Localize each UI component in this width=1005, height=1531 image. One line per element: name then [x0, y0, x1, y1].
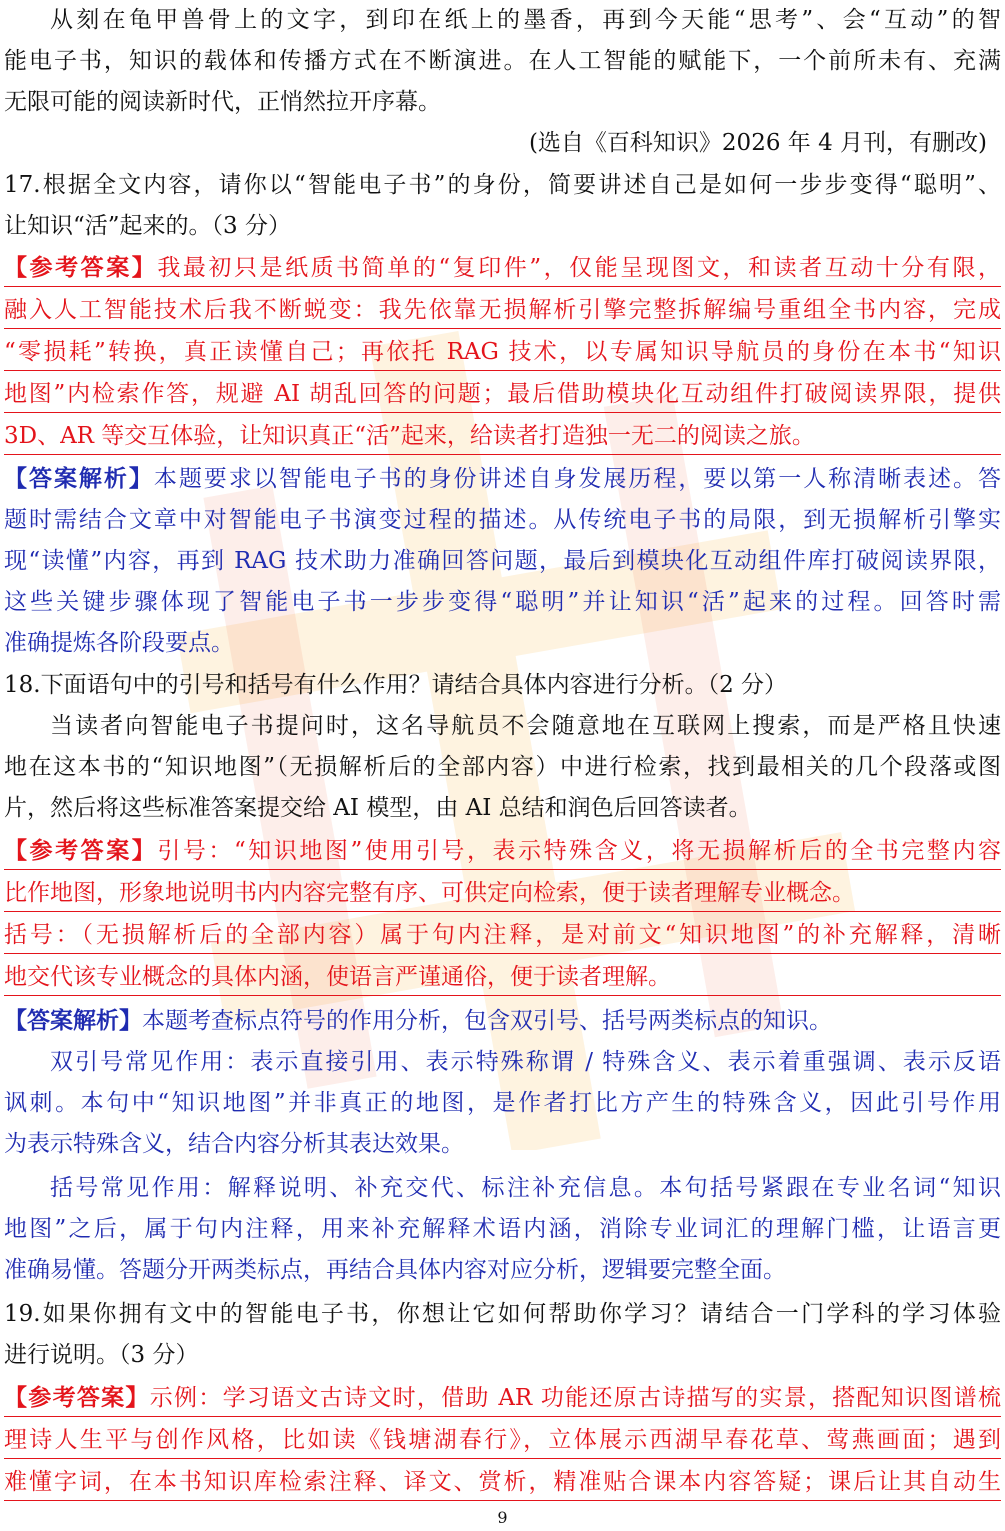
- answer-17-line: 地图”内检索作答，规避 AI 胡乱回答的问题；最后借助模块化互动组件打破阅读界限，提供: [4, 374, 1001, 413]
- answer-18-line: 比作地图，形象地说明书内内容完整有序、可供定向检索，便于读者理解专业概念。: [4, 873, 1001, 912]
- analysis-17-line: 这些关键步骤体现了智能电子书一步步变得“聪明”并让知识“活”起来的过程。回答时需: [4, 589, 1001, 615]
- answer-17-line: [4, 248, 1001, 287]
- answer-19-line: 难懂字词，在本书知识库检索注释、译文、赏析，精准贴合课本内容答疑；课后让其自动生: [4, 1462, 1001, 1501]
- analysis-18-line: 双引号常见作用：表示直接引用、表示特殊称谓 / 特殊含义、表示着重强调、表示反语: [50, 1049, 1001, 1075]
- answer-label: 【参考答案】: [4, 838, 158, 864]
- answer-18-line: 括号：（无损解析后的全部内容）属于句内注释，是对前文“知识地图”的补充解释，清晰: [4, 915, 1001, 954]
- answer-19-line: [4, 1378, 1001, 1417]
- intro-line: 从刻在龟甲兽骨上的文字，到印在纸上的墨香，再到今天能“思考”、会“互动”的智: [50, 7, 1001, 33]
- analysis-label: 【答案解析】: [4, 466, 154, 492]
- analysis-18-line: 为表示特殊含义，结合内容分析其表达效果。: [4, 1131, 464, 1157]
- question-19: 19.如果你拥有文中的智能电子书，你想让它如何帮助你学习？请结合一门学科的学习体验: [4, 1301, 1001, 1327]
- question-17: 让知识“活”起来的。（3 分）: [4, 213, 291, 239]
- question-18: 18.下面语句中的引号和括号有什么作用？请结合具体内容进行分析。（2 分）: [4, 672, 788, 698]
- quote-line: 地在这本书的“知识地图”（无损解析后的全部内容）中进行检索，找到最相关的几个段落或图: [4, 754, 1001, 780]
- answer-18-line: 地交代该专业概念的具体内涵，使语言严谨通俗，便于读者理解。: [4, 957, 1001, 996]
- analysis-18-line: [4, 1001, 1001, 1041]
- quote-line: 当读者向智能电子书提问时，这名导航员不会随意地在互联网上搜索，而是严格且快速: [50, 713, 1001, 739]
- quote-line: 片，然后将这些标准答案提交给 AI 模型，由 AI 总结和润色后回答读者。: [4, 795, 752, 821]
- analysis-17-line: 题时需结合文章中对智能电子书演变过程的描述。从传统电子书的局限，到无损解析引擎实: [4, 507, 1001, 533]
- answer-18-text: 引号：“知识地图”使用引号，表示特殊含义，将无损解析后的全书完整内容: [157, 838, 1001, 864]
- answer-19-text: 示例：学习语文古诗文时，借助 AR 功能还原古诗描写的实景，搭配知识图谱梳: [149, 1385, 1001, 1411]
- intro-line: 无限可能的阅读新时代，正悄然拉开序幕。: [4, 89, 441, 115]
- analysis-18-line: 讽刺。本句中“知识地图”并非真正的地图，是作者打比方产生的特殊含义，因此引号作用: [4, 1090, 1001, 1116]
- source-citation: (选自《百科知识》2026 年 4 月刊，有删改): [528, 130, 987, 156]
- analysis-17-line: [4, 459, 1001, 499]
- analysis-18-line: 地图”之后，属于句内注释，用来补充解释术语内涵，消除专业词汇的理解门槛，让语言更: [4, 1216, 1001, 1242]
- intro-line: 能电子书，知识的载体和传播方式在不断演进。在人工智能的赋能下，一个前所未有、充满: [4, 48, 1001, 74]
- analysis-label: 【答案解析】: [4, 1008, 142, 1034]
- page-number: 9: [497, 1508, 508, 1527]
- analysis-17-text: 本题要求以智能电子书的身份讲述自身发展历程，要以第一人称清晰表述。答: [153, 466, 1001, 492]
- question-19: 进行说明。（3 分）: [4, 1342, 199, 1368]
- analysis-17-line: 现“读懂”内容，再到 RAG 技术助力准确回答问题，最后到模块化互动组件库打破阅读界限，: [4, 548, 1001, 574]
- answer-label: 【参考答案】: [4, 1385, 150, 1411]
- analysis-18-line: 准确易懂。答题分开两类标点，再结合具体内容对应分析，逻辑要完整全面。: [4, 1257, 786, 1283]
- answer-label: 【参考答案】: [4, 255, 158, 281]
- answer-17-line: 融入人工智能技术后我不断蜕变：我先依靠无损解析引擎完整拆解编号重组全书内容，完成: [4, 290, 1001, 329]
- analysis-18-line: 括号常见作用：解释说明、补充交代、标注补充信息。本句括号紧跟在专业名词“知识: [50, 1175, 1001, 1201]
- question-17: 17.根据全文内容，请你以“智能电子书”的身份，简要讲述自己是如何一步步变得“聪明”、: [4, 172, 1001, 198]
- answer-18-line: [4, 831, 1001, 870]
- answer-17-line: 3D、AR 等交互体验，让知识真正“活”起来，给读者打造独一无二的阅读之旅。: [4, 416, 1001, 455]
- answer-17-line: “零损耗”转换，真正读懂自己；再依托 RAG 技术，以专属知识导航员的身份在本书“知识: [4, 332, 1001, 371]
- answer-17-text: 我最初只是纸质书简单的“复印件”，仅能呈现图文，和读者互动十分有限，: [157, 255, 1001, 281]
- analysis-18-text: 本题考查标点符号的作用分析，包含双引号、括号两类标点的知识。: [142, 1008, 832, 1034]
- answer-19-line: 理诗人生平与创作风格，比如读《钱塘湖春行》，立体展示西湖早春花草、莺燕画面；遇到: [4, 1420, 1001, 1459]
- analysis-17-line: 准确提炼各阶段要点。: [4, 630, 234, 656]
